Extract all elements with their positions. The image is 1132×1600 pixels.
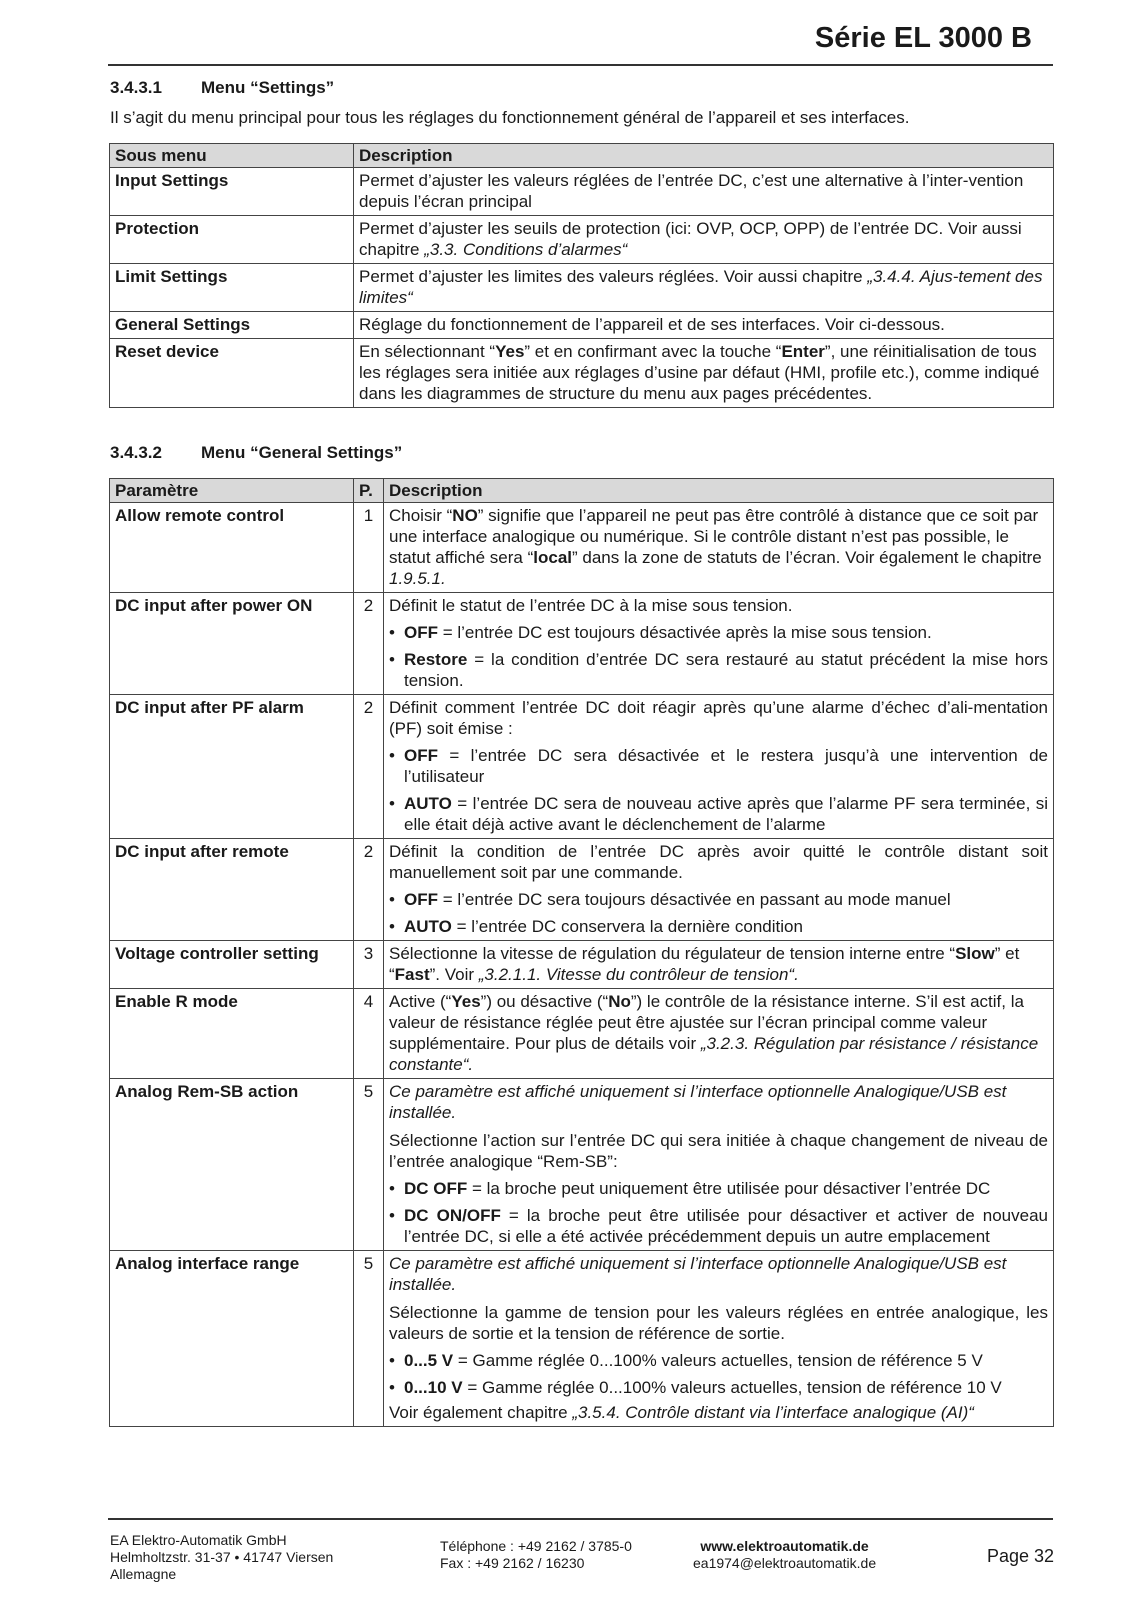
column-header: P.: [354, 479, 384, 503]
parameter-name: Analog Rem-SB action: [110, 1079, 354, 1251]
bullet-item: • DC OFF = la broche peut uniquement être utilisée pour désactiver l’entrée DC: [389, 1179, 991, 1198]
bullet-icon: •: [389, 890, 395, 909]
bullet-icon: •: [389, 1378, 395, 1397]
bullet-item: • 0...5 V = Gamme réglée 0...100% valeurs actuelles, tension de référence 5 V: [389, 1351, 983, 1370]
bullet-icon: •: [389, 794, 395, 813]
option-note: Ce paramètre est affiché uniquement si l’interface optionnelle Analogique/USB est installée.: [389, 1254, 1007, 1294]
footer-web: [693, 1538, 876, 1572]
parameter-name: DC input after power ON: [110, 593, 354, 695]
submenu-description: Permet d’ajuster les seuils de protection (ici: OVP, OCP, OPP) de l’entrée DC. Voir aussi chapitre „3.3. Conditions d’alarmes“: [354, 216, 1054, 264]
table-row: [110, 503, 1054, 593]
bullet-item: • OFF = l’entrée DC sera désactivée et le restera jusqu’à une intervention de l’utilisateur: [389, 746, 1048, 786]
website-link[interactable]: www.elektroautomatik.de: [700, 1538, 869, 1554]
parameter-description: Définit comment l’entrée DC doit réagir après qu’une alarme d’échec d’ali-mentation (PF) soit émise : • OFF = l’entrée DC sera désactivée et le restera jusqu’à une intervention de l’utilisateur • AUTO = l’entrée DC sera de nouveau active après que l’alarme PF sera terminée, si elle était déjà active avant le déclenchement de l’alarme: [384, 695, 1054, 839]
section-number: 3.4.3.1: [110, 78, 162, 97]
bullet-item: • 0...10 V = Gamme réglée 0...100% valeurs actuelles, tension de référence 10 V: [389, 1378, 1002, 1397]
submenu-name: Input Settings: [110, 168, 354, 216]
bullet-icon: •: [389, 917, 395, 936]
parameter-description: Ce paramètre est affiché uniquement si l’interface optionnelle Analogique/USB est installée. Sélectionne la gamme de tension pour les valeurs réglées en entrée analogique, les valeurs de sortie et la tension de référence de sortie. • 0...5 V = Gamme réglée 0...100% valeurs actuelles, tension de référence 5 V • 0...10 V = Gamme réglée 0...100% valeurs actuelles, tension de référence 10 V Voir également chapitre „3.5.4. Contrôle distant via l’interface analogique (AI)“: [384, 1251, 1054, 1427]
submenu-name: Protection: [110, 216, 354, 264]
submenu-description: En sélectionnant “Yes” et en confirmant avec la touche “Enter”, une réinitialisation de tous les réglages sera initiée aux réglages d’usine par défaut (HMI, profile etc.), comme indiqué dans les diagrammes de structure du menu aux pages précédentes.: [354, 339, 1054, 408]
page-number-cell: 2: [354, 695, 384, 839]
submenu-name: Limit Settings: [110, 264, 354, 312]
footer-divider: [108, 1518, 1053, 1520]
column-header: Sous menu: [110, 144, 354, 168]
bullet-icon: •: [389, 623, 395, 642]
column-header: Description: [354, 144, 1054, 168]
bullet-item: • DC ON/OFF = la broche peut être utilisée pour désactiver et activer de nouveau l’entrée DC, si elle a été activée précédemment depuis un autre emplacement: [389, 1206, 1048, 1246]
page-number-cell: 4: [354, 989, 384, 1079]
parameter-name: DC input after remote: [110, 839, 354, 941]
email-link[interactable]: ea1974@elektroautomatik.de: [693, 1555, 877, 1571]
settings-table: [109, 143, 1054, 408]
parameter-description: Active (“Yes”) ou désactive (“No”) le contrôle de la résistance interne. S’il est actif, la valeur de résistance réglée peut être ajustée sur l’écran principal comme valeur supplémentaire. Pour plus de détails voir „3.2.3. Régulation par résistance / résistance constante“.: [384, 989, 1054, 1079]
bullet-icon: •: [389, 1206, 395, 1225]
bullet-icon: •: [389, 650, 395, 669]
section-title: Menu “General Settings”: [201, 443, 403, 462]
column-header: Paramètre: [110, 479, 354, 503]
column-header: Description: [384, 479, 1054, 503]
page-number-cell: 2: [354, 593, 384, 695]
submenu-name: Reset device: [110, 339, 354, 408]
option-note: Ce paramètre est affiché uniquement si l’interface optionnelle Analogique/USB est installée.: [389, 1082, 1007, 1122]
section-heading-settings: [110, 78, 334, 98]
chapter-reference: „3.3. Conditions d’alarmes“: [424, 240, 628, 259]
chapter-reference: „3.4.4. Ajus-tement des limites“: [359, 267, 1043, 307]
general-settings-table: [109, 478, 1054, 1427]
section-heading-general-settings: [110, 443, 402, 463]
submenu-description: Permet d’ajuster les valeurs réglées de l’entrée DC, c’est une alternative à l’inter-vention depuis l’écran principal: [354, 168, 1054, 216]
page-number-cell: 5: [354, 1079, 384, 1251]
footer-address: EA Elektro-Automatik GmbH Helmholtzstr. 31-37 • 41747 Viersen Allemagne: [110, 1532, 334, 1582]
page-number-cell: 5: [354, 1251, 384, 1427]
chapter-reference: „3.5.4. Contrôle distant via l’interface analogique (AI)“: [572, 1403, 974, 1422]
parameter-name: Analog interface range: [110, 1251, 354, 1427]
page-number: Page 32: [986, 1546, 1054, 1566]
table-header-row: [110, 479, 1054, 503]
submenu-name: General Settings: [110, 312, 354, 339]
bullet-item: • AUTO = l’entrée DC conservera la dernière condition: [389, 917, 803, 936]
parameter-name: DC input after PF alarm: [110, 695, 354, 839]
page-number-cell: 3: [354, 941, 384, 989]
page-number-cell: 2: [354, 839, 384, 941]
parameter-description: Sélectionne la vitesse de régulation du régulateur de tension interne entre “Slow” et “Fast”. Voir „3.2.1.1. Vitesse du contrôleur de tension“.: [384, 941, 1054, 989]
bullet-icon: •: [389, 1351, 395, 1370]
table-row: [110, 695, 1054, 839]
footer-contact: Téléphone : +49 2162 / 3785-0 Fax : +49 2162 / 16230: [440, 1538, 632, 1571]
bullet-item: • Restore = la condition d’entrée DC sera restauré au statut précédent la mise hors tension.: [389, 650, 1048, 690]
section-title: Menu “Settings”: [201, 78, 335, 97]
table-row: [110, 839, 1054, 941]
bullet-item: • OFF = l’entrée DC sera toujours désactivée en passant au mode manuel: [389, 890, 951, 909]
section-number: 3.4.3.2: [110, 443, 162, 462]
table-header-row: [110, 144, 1054, 168]
table-row: [110, 1251, 1054, 1427]
table-row: [110, 168, 1054, 216]
table-row: [110, 264, 1054, 312]
table-row: [110, 989, 1054, 1079]
parameter-description: Définit le statut de l’entrée DC à la mise sous tension. • OFF = l’entrée DC est toujours désactivée après la mise sous tension. • Restore = la condition d’entrée DC sera restauré au statut précédent la mise hors tension.: [384, 593, 1054, 695]
bullet-item: • AUTO = l’entrée DC sera de nouveau active après que l’alarme PF sera terminée, si elle était déjà active avant le déclenchement de l’alarme: [389, 794, 1048, 834]
bullet-item: • OFF = l’entrée DC est toujours désactivée après la mise sous tension.: [389, 623, 932, 642]
table-row: [110, 339, 1054, 408]
parameter-description: Choisir “NO” signifie que l’appareil ne peut pas être contrôlé à distance que ce soit par une interface analogique ou numérique. Si le contrôle distant n’est pas possible, le statut affiché sera “local” dans la zone de statuts de l’écran. Voir également le chapitre 1.9.5.1.: [384, 503, 1054, 593]
table-row: [110, 1079, 1054, 1251]
bullet-icon: •: [389, 746, 395, 765]
submenu-description: Réglage du fonctionnement de l’appareil et de ses interfaces. Voir ci-dessous.: [354, 312, 1054, 339]
parameter-description: Ce paramètre est affiché uniquement si l’interface optionnelle Analogique/USB est installée. Sélectionne l’action sur l’entrée DC qui sera initiée à chaque changement de niveau de l’entrée analogique “Rem-SB”: • DC OFF = la broche peut uniquement être utilisée pour désactiver l’entrée DC • DC ON/OFF = la broche peut être utilisée pour désactiver et activer de nouveau l’entrée DC, si elle a été activée précédemment depuis un autre emplacement: [384, 1079, 1054, 1251]
parameter-name: Voltage controller setting: [110, 941, 354, 989]
table-row: [110, 593, 1054, 695]
table-row: [110, 312, 1054, 339]
section-intro: Il s’agit du menu principal pour tous les réglages du fonctionnement général de l’appareil et ses interfaces.: [110, 108, 910, 127]
parameter-name: Allow remote control: [110, 503, 354, 593]
submenu-description: Permet d’ajuster les limites des valeurs réglées. Voir aussi chapitre „3.4.4. Ajus-tement des limites“: [354, 264, 1054, 312]
page-header-title: Série EL 3000 B: [814, 22, 1032, 54]
table-row: [110, 941, 1054, 989]
bullet-icon: •: [389, 1179, 395, 1198]
parameter-name: Enable R mode: [110, 989, 354, 1079]
page-number-cell: 1: [354, 503, 384, 593]
table-row: [110, 216, 1054, 264]
parameter-description: Définit la condition de l’entrée DC après avoir quitté le contrôle distant soit manuellement soit par une commande. • OFF = l’entrée DC sera toujours désactivée en passant au mode manuel • AUTO = l’entrée DC conservera la dernière condition: [384, 839, 1054, 941]
header-divider: [108, 64, 1053, 66]
